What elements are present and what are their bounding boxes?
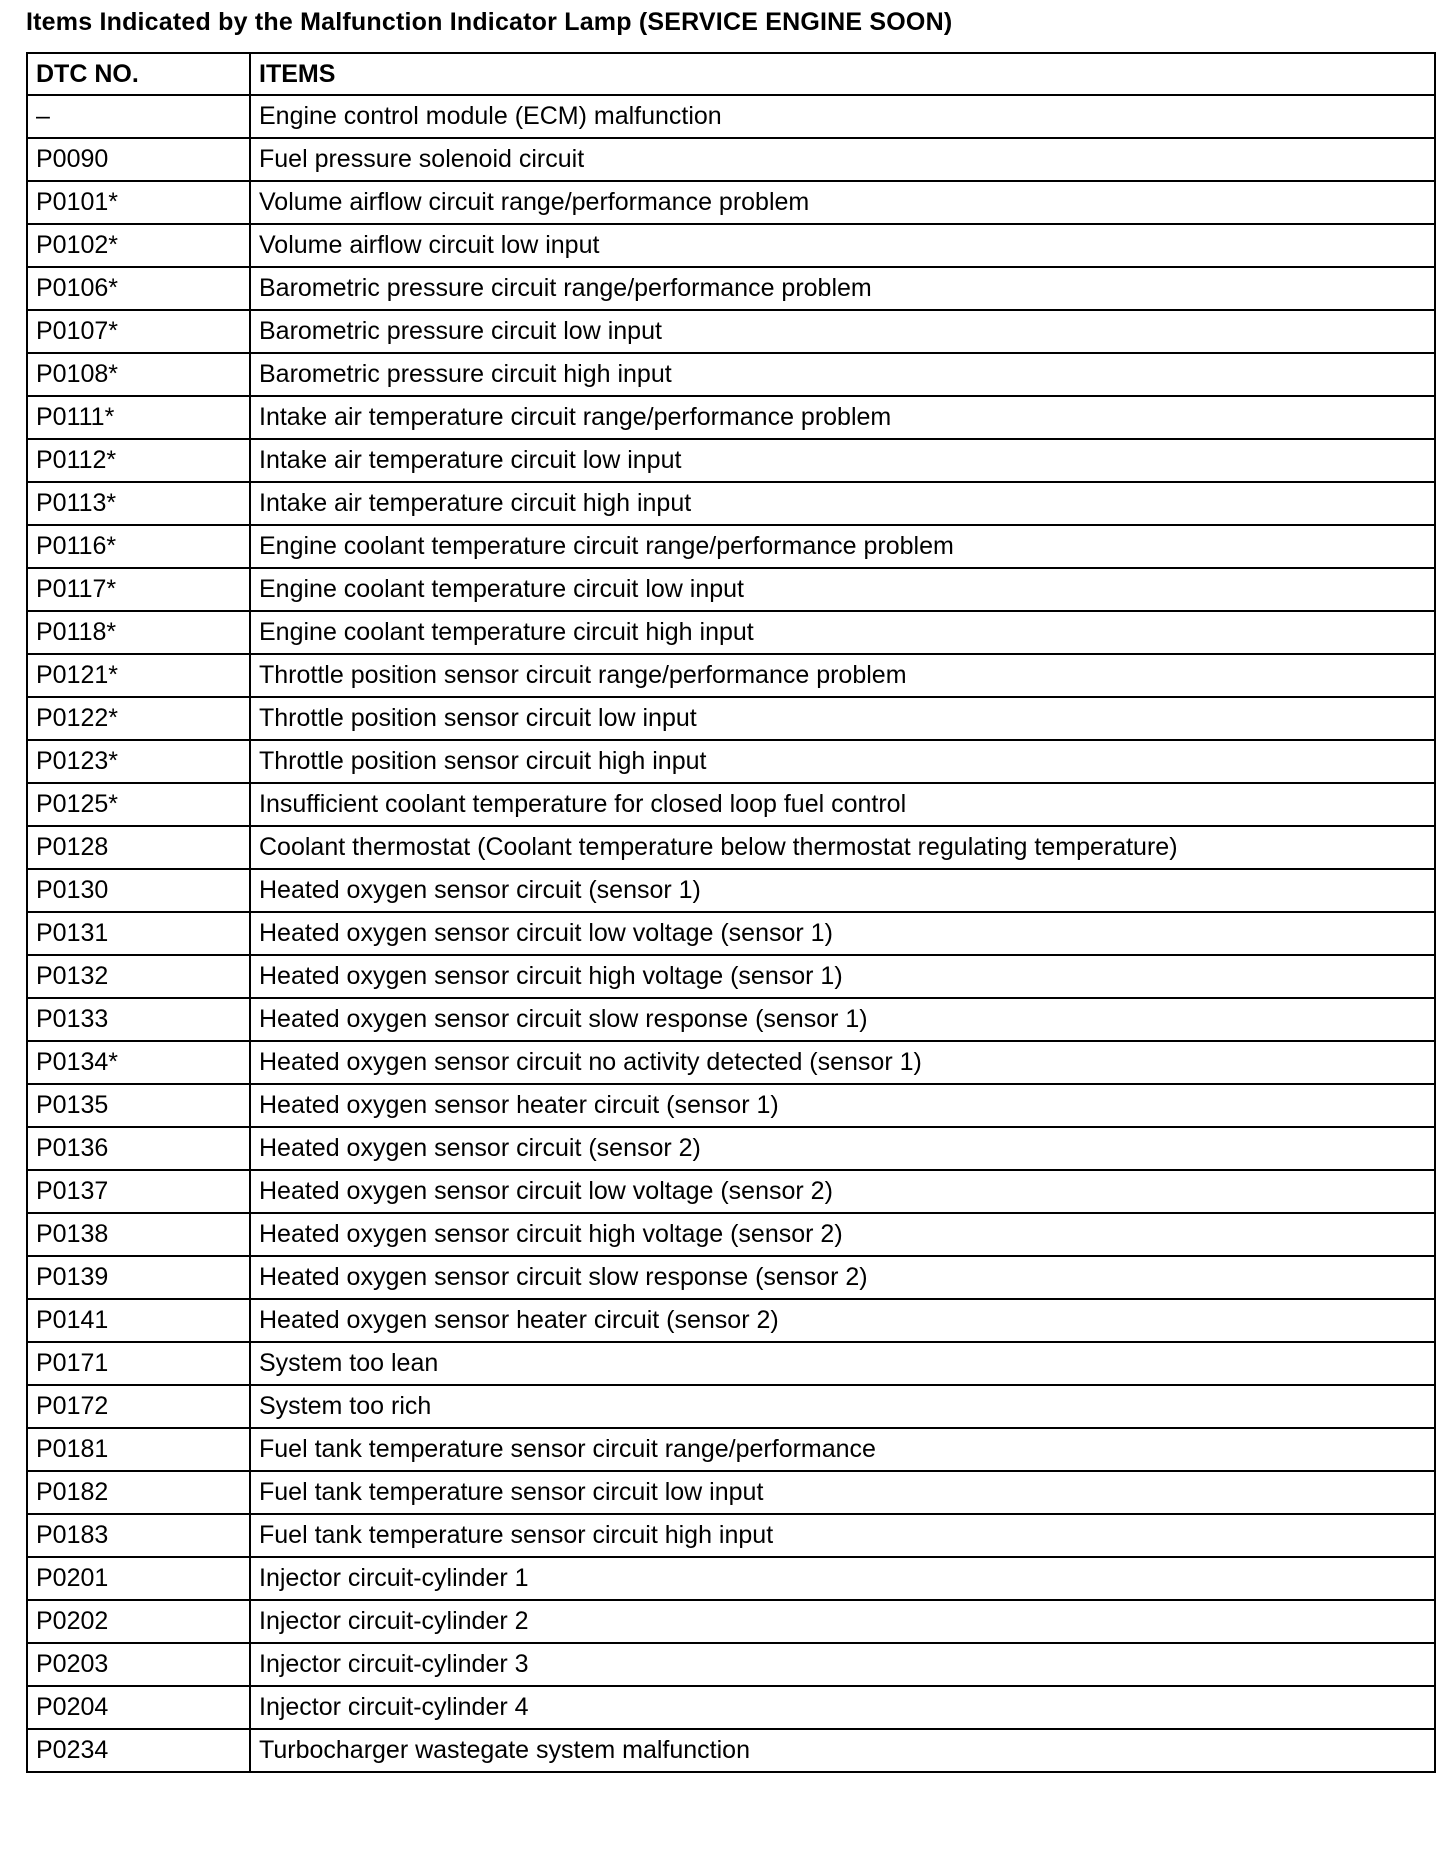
dtc-item-cell: Injector circuit-cylinder 2 [250, 1600, 1435, 1643]
table-row [27, 224, 1435, 267]
table-row [27, 1256, 1435, 1299]
column-header-dtc-no: DTC NO. [27, 53, 250, 95]
table-row [27, 1127, 1435, 1170]
dtc-item-cell: Fuel tank temperature sensor circuit low input [250, 1471, 1435, 1514]
dtc-item-cell: Heated oxygen sensor circuit high voltage (sensor 1) [250, 955, 1435, 998]
table-row [27, 396, 1435, 439]
table-row [27, 955, 1435, 998]
table-row [27, 697, 1435, 740]
table-row [27, 267, 1435, 310]
dtc-code-cell: P0171 [27, 1342, 250, 1385]
dtc-item-cell: Turbocharger wastegate system malfunction [250, 1729, 1435, 1772]
dtc-code-cell: P0121* [27, 654, 250, 697]
dtc-item-cell: Heated oxygen sensor circuit high voltage (sensor 2) [250, 1213, 1435, 1256]
table-row [27, 525, 1435, 568]
dtc-item-cell: Heated oxygen sensor circuit low voltage (sensor 2) [250, 1170, 1435, 1213]
table-row [27, 1041, 1435, 1084]
dtc-item-cell: Coolant thermostat (Coolant temperature below thermostat regulating temperature) [250, 826, 1435, 869]
dtc-item-cell: Heated oxygen sensor circuit slow response (sensor 2) [250, 1256, 1435, 1299]
dtc-item-cell: System too rich [250, 1385, 1435, 1428]
table-row [27, 1342, 1435, 1385]
dtc-item-cell: Heated oxygen sensor circuit slow response (sensor 1) [250, 998, 1435, 1041]
dtc-code-cell: P0139 [27, 1256, 250, 1299]
dtc-code-cell: P0125* [27, 783, 250, 826]
dtc-item-cell: Fuel tank temperature sensor circuit high input [250, 1514, 1435, 1557]
dtc-code-cell: P0204 [27, 1686, 250, 1729]
column-header-items: ITEMS [250, 53, 1435, 95]
dtc-code-cell: P0203 [27, 1643, 250, 1686]
dtc-item-cell: Barometric pressure circuit high input [250, 353, 1435, 396]
table-row [27, 654, 1435, 697]
table-row [27, 1084, 1435, 1127]
dtc-code-cell: P0132 [27, 955, 250, 998]
dtc-item-cell: Heated oxygen sensor heater circuit (sensor 2) [250, 1299, 1435, 1342]
dtc-item-cell: Volume airflow circuit range/performance problem [250, 181, 1435, 224]
dtc-code-cell: P0112* [27, 439, 250, 482]
dtc-item-cell: Injector circuit-cylinder 4 [250, 1686, 1435, 1729]
table-row [27, 1471, 1435, 1514]
table-row [27, 181, 1435, 224]
dtc-code-cell: P0202 [27, 1600, 250, 1643]
dtc-item-cell: Barometric pressure circuit range/performance problem [250, 267, 1435, 310]
dtc-item-cell: Fuel pressure solenoid circuit [250, 138, 1435, 181]
table-row [27, 1729, 1435, 1772]
dtc-item-cell: Insufficient coolant temperature for closed loop fuel control [250, 783, 1435, 826]
dtc-code-cell: P0106* [27, 267, 250, 310]
table-row [27, 353, 1435, 396]
table-row [27, 138, 1435, 181]
dtc-code-cell: P0138 [27, 1213, 250, 1256]
table-row [27, 1385, 1435, 1428]
dtc-item-cell: Intake air temperature circuit high input [250, 482, 1435, 525]
table-row [27, 1557, 1435, 1600]
table-row [27, 1514, 1435, 1557]
dtc-code-cell: P0113* [27, 482, 250, 525]
table-header-row [27, 53, 1435, 95]
table-row [27, 740, 1435, 783]
dtc-item-cell: Heated oxygen sensor circuit low voltage (sensor 1) [250, 912, 1435, 955]
dtc-code-cell: P0128 [27, 826, 250, 869]
dtc-code-cell: P0183 [27, 1514, 250, 1557]
dtc-item-cell: Fuel tank temperature sensor circuit range/performance [250, 1428, 1435, 1471]
dtc-item-cell: Heated oxygen sensor circuit (sensor 2) [250, 1127, 1435, 1170]
table-row [27, 826, 1435, 869]
dtc-code-cell: P0107* [27, 310, 250, 353]
dtc-item-cell: Injector circuit-cylinder 1 [250, 1557, 1435, 1600]
dtc-code-cell: P0134* [27, 1041, 250, 1084]
dtc-table [26, 52, 1436, 1773]
dtc-item-cell: Intake air temperature circuit range/performance problem [250, 396, 1435, 439]
dtc-code-cell: P0172 [27, 1385, 250, 1428]
table-row [27, 783, 1435, 826]
dtc-code-cell: P0130 [27, 869, 250, 912]
dtc-item-cell: Engine coolant temperature circuit high input [250, 611, 1435, 654]
dtc-item-cell: Engine coolant temperature circuit range/performance problem [250, 525, 1435, 568]
dtc-item-cell: Intake air temperature circuit low input [250, 439, 1435, 482]
table-row [27, 568, 1435, 611]
dtc-item-cell: Heated oxygen sensor heater circuit (sensor 1) [250, 1084, 1435, 1127]
table-row [27, 1600, 1435, 1643]
dtc-item-cell: Heated oxygen sensor circuit no activity detected (sensor 1) [250, 1041, 1435, 1084]
dtc-code-cell: P0133 [27, 998, 250, 1041]
dtc-code-cell: P0136 [27, 1127, 250, 1170]
dtc-item-cell: Heated oxygen sensor circuit (sensor 1) [250, 869, 1435, 912]
page-title: Items Indicated by the Malfunction Indicator Lamp (SERVICE ENGINE SOON) [26, 8, 953, 36]
dtc-code-cell: P0201 [27, 1557, 250, 1600]
table-row [27, 1643, 1435, 1686]
table-row [27, 912, 1435, 955]
dtc-code-cell: P0102* [27, 224, 250, 267]
table-row [27, 310, 1435, 353]
dtc-code-cell: P0141 [27, 1299, 250, 1342]
dtc-code-cell: P0116* [27, 525, 250, 568]
dtc-code-cell: P0117* [27, 568, 250, 611]
table-body [27, 95, 1435, 1772]
dtc-item-cell: Volume airflow circuit low input [250, 224, 1435, 267]
dtc-code-cell: P0111* [27, 396, 250, 439]
dtc-code-cell: – [27, 95, 250, 138]
dtc-code-cell: P0108* [27, 353, 250, 396]
dtc-code-cell: P0118* [27, 611, 250, 654]
dtc-code-cell: P0122* [27, 697, 250, 740]
dtc-code-cell: P0135 [27, 1084, 250, 1127]
table-row [27, 482, 1435, 525]
table-row [27, 998, 1435, 1041]
dtc-item-cell: Barometric pressure circuit low input [250, 310, 1435, 353]
table-row [27, 1299, 1435, 1342]
table-row [27, 869, 1435, 912]
dtc-code-cell: P0182 [27, 1471, 250, 1514]
dtc-code-cell: P0123* [27, 740, 250, 783]
dtc-item-cell: Injector circuit-cylinder 3 [250, 1643, 1435, 1686]
dtc-code-cell: P0181 [27, 1428, 250, 1471]
dtc-item-cell: Throttle position sensor circuit low input [250, 697, 1435, 740]
dtc-code-cell: P0101* [27, 181, 250, 224]
dtc-item-cell: Engine control module (ECM) malfunction [250, 95, 1435, 138]
dtc-code-cell: P0137 [27, 1170, 250, 1213]
dtc-code-cell: P0090 [27, 138, 250, 181]
dtc-item-cell: System too lean [250, 1342, 1435, 1385]
table-row [27, 611, 1435, 654]
dtc-code-cell: P0234 [27, 1729, 250, 1772]
table-row [27, 439, 1435, 482]
dtc-item-cell: Throttle position sensor circuit range/performance problem [250, 654, 1435, 697]
table-row [27, 1213, 1435, 1256]
dtc-code-cell: P0131 [27, 912, 250, 955]
table-row [27, 95, 1435, 138]
table-row [27, 1686, 1435, 1729]
dtc-item-cell: Throttle position sensor circuit high input [250, 740, 1435, 783]
table-row [27, 1428, 1435, 1471]
dtc-item-cell: Engine coolant temperature circuit low input [250, 568, 1435, 611]
table-row [27, 1170, 1435, 1213]
